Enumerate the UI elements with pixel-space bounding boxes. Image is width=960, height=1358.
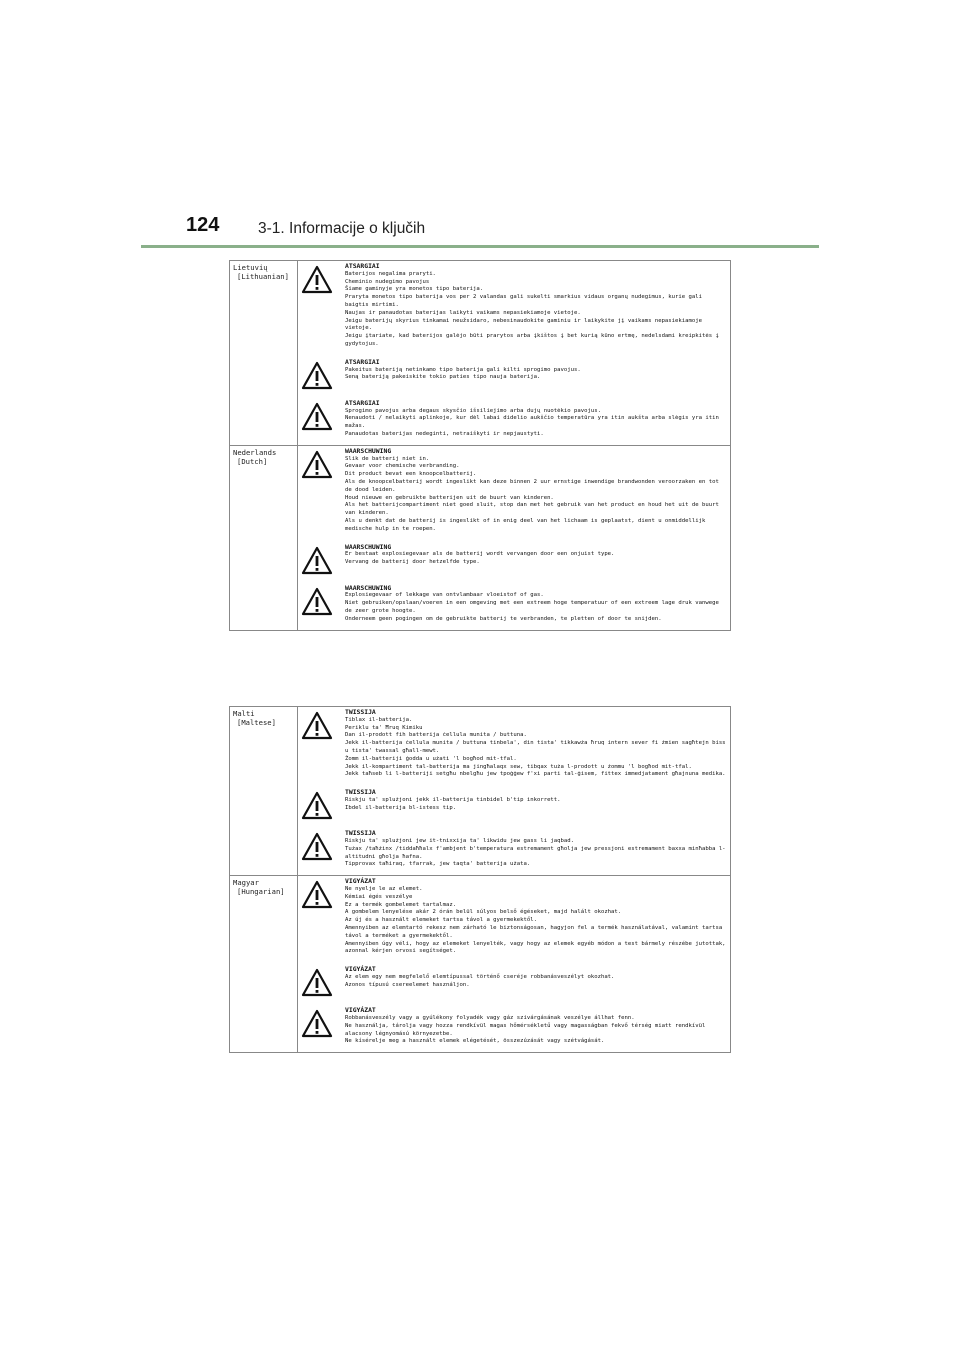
warning-line: Er bestaat explosiegevaar als de batterij wordt vervangen door een onjuist type. bbox=[345, 551, 615, 558]
warning-block bbox=[298, 1005, 730, 1046]
warnings-cell bbox=[298, 261, 731, 446]
warning-triangle-icon bbox=[298, 261, 345, 294]
warning-line: Slik de batterij niet in. bbox=[345, 455, 430, 462]
warning-line: Vervang de batterij door hetzelfde type. bbox=[345, 559, 480, 566]
warning-triangle-icon bbox=[298, 964, 345, 997]
language-english-name: [Maltese] bbox=[237, 718, 276, 727]
warning-line: Tipprovax taħiraq, tfarrak, jew taqta' batterija użata. bbox=[345, 861, 531, 868]
warning-text bbox=[345, 398, 730, 439]
language-row bbox=[230, 707, 731, 876]
language-label bbox=[230, 876, 297, 896]
warning-line: Baterijos negalima praryti. bbox=[345, 270, 436, 277]
warnings-cell bbox=[298, 707, 731, 876]
warning-title: VIGYÁZAT bbox=[345, 877, 376, 886]
warning-line: Ibdel il-batterija bl-istess tip. bbox=[345, 804, 457, 811]
warning-block bbox=[298, 787, 730, 820]
warning-line: Periklu ta' Ħruq Kimiku bbox=[345, 724, 423, 731]
language-label bbox=[230, 446, 297, 466]
warning-title: ATSARGIAI bbox=[345, 398, 380, 407]
warning-triangle-icon bbox=[298, 828, 345, 861]
warning-table-1 bbox=[229, 260, 731, 631]
language-name: Lietuvių bbox=[233, 263, 268, 272]
header-rule bbox=[141, 245, 819, 248]
language-row bbox=[230, 445, 731, 630]
warnings-cell bbox=[298, 876, 731, 1053]
language-name: Malti bbox=[233, 709, 255, 718]
warning-line: Kémiai égés veszélye bbox=[345, 893, 413, 900]
warning-line: Jeigu įtariate, kad baterijos galėjo būti prarytos arba įkištos į bet kurią kūno ertmę, nedelsdami kreipkitės į gydytojus. bbox=[345, 333, 719, 347]
warning-text bbox=[345, 542, 730, 567]
warning-line: Šiame gaminyje yra monetos tipo baterija. bbox=[345, 286, 484, 293]
language-cell bbox=[230, 876, 298, 1053]
warning-line: Panaudotas baterijas nedeginti, netraiškyti ir nepjaustyti. bbox=[345, 430, 544, 437]
warning-line: Ne kísérelje meg a használt elemek elégetését, összezúzását vagy szétvágását. bbox=[345, 1038, 605, 1045]
warning-line: Azonos típusú csereelemet használjon. bbox=[345, 981, 470, 988]
warning-block bbox=[298, 964, 730, 997]
warning-block bbox=[298, 261, 730, 349]
warning-title: WAARSCHUWING bbox=[345, 446, 392, 455]
warning-block bbox=[298, 357, 730, 390]
warning-line: Robbanásveszély vagy a gyúlékony folyadék vagy gáz szivárgásának veszélye állhat fenn. bbox=[345, 1014, 635, 1021]
warning-line: Sprogimo pavojus arba degaus skysčio išsiliejimo arba dujų nuotėkio pavojus. bbox=[345, 407, 601, 414]
warning-block bbox=[298, 828, 730, 869]
warning-line: Naujas ir panaudotas baterijas laikyti vaikams nepasiekiamoje vietoje. bbox=[345, 309, 581, 316]
language-cell bbox=[230, 445, 298, 630]
language-row bbox=[230, 876, 731, 1053]
warning-line: Onderneem geen pogingen om de gebruikte batterij te verbranden, te pletten of door te snijden. bbox=[345, 615, 662, 622]
warning-text bbox=[345, 446, 730, 534]
warning-text bbox=[345, 828, 730, 869]
warning-block bbox=[298, 707, 730, 779]
page-number: 124 bbox=[186, 214, 220, 236]
warning-block bbox=[298, 583, 730, 624]
language-row bbox=[230, 261, 731, 446]
warning-line: Seną bateriją pakeiskite tokio paties tipo nauja baterija. bbox=[345, 374, 541, 381]
warning-title: TWISSIJA bbox=[345, 708, 376, 716]
warning-line: Tużax /taħżinx /tiddaħħalx f'ambjent b'temperatura estremament għolja jew pressjoni estremament baxxa minħabba l-altitudni għolja ħafna. bbox=[345, 845, 726, 860]
warning-block bbox=[298, 542, 730, 575]
warning-line: Als het batterijcompartiment niet goed sluit, stop dan met het gebruik van het product en houd het uit de buurt van kinderen. bbox=[345, 502, 719, 517]
warning-triangle-icon bbox=[298, 787, 345, 820]
warning-triangle-icon bbox=[298, 707, 345, 740]
warning-line: Praryta monetos tipo baterija vos per 2 valandas gali sukelti smarkius vidaus organų nudegimus, kurie gali baigtis mirtimi. bbox=[345, 294, 702, 308]
warning-line: Ez a termék gombelemet tartalmaz. bbox=[345, 901, 457, 908]
warning-title: ATSARGIAI bbox=[345, 262, 380, 270]
warning-line: Pakeitus bateriją netinkamo tipo baterija gali kilti sprogimo pavojus. bbox=[345, 366, 581, 373]
warning-block bbox=[298, 876, 730, 956]
warnings-cell bbox=[298, 445, 731, 630]
warning-text bbox=[345, 787, 730, 812]
warning-line: Houd nieuwe en gebruikte batterijen uit de buurt van kinderen. bbox=[345, 494, 554, 501]
warning-line: Ne használja, tárolja vagy hozza rendkívül magas hőmérsékletű vagy magasságban fekvő térség miatt rendkívül alacsony légnyomású környezetbe. bbox=[345, 1022, 706, 1037]
language-cell bbox=[230, 261, 298, 446]
language-name: Nederlands bbox=[233, 447, 277, 457]
warning-line: Niet gebruiken/opslaan/voeren in een omgeving met een extreem hoge temperatuur of een extreem lage druk vanwege de zeer grote hoogte. bbox=[345, 600, 719, 614]
language-label bbox=[230, 261, 297, 281]
warning-line: Żomm il-batteriji ġodda u użati 'l bogħod mit-tfal. bbox=[345, 755, 517, 762]
warning-title: WAARSCHUWING bbox=[345, 583, 392, 592]
warning-line: Amennyiben úgy véli, hogy az elemeket lenyelték, vagy hogy az elemek egyéb módon a test bármely részébe jutottak, azonnal kérjen orvosi segítséget. bbox=[345, 940, 726, 955]
warning-triangle-icon bbox=[298, 876, 345, 909]
warning-triangle-icon bbox=[298, 583, 345, 616]
warning-line: Az új és a használt elemeket tartsa távol a gyermekektől. bbox=[345, 917, 537, 924]
warning-text bbox=[345, 964, 730, 989]
language-english-name: [Hungarian] bbox=[237, 887, 285, 897]
warning-title: ATSARGIAI bbox=[345, 357, 380, 366]
warning-line: Amennyiben az elemtartó rekesz nem zárható le biztonságosan, hagyjon fel a termék használatával, valamint tartsa távol a terméket a gyermekektől. bbox=[345, 924, 723, 939]
warning-line: Jekk taħseb li l-batteriji setgħu nbelgħu jew tpoġġew f'xi parti tal-ġisem, fittex immedjatament għajnuna medika. bbox=[345, 771, 726, 778]
warning-title: TWISSIJA bbox=[345, 829, 376, 838]
warning-line: A gombelem lenyelése akár 2 órán belül súlyos belső égéseket, majd halált okozhat. bbox=[345, 909, 622, 916]
warning-title: VIGYÁZAT bbox=[345, 1006, 376, 1015]
warning-triangle-icon bbox=[298, 1005, 345, 1038]
section-title: 3-1. Informacije o ključih bbox=[258, 220, 426, 237]
warning-line: Als de knoopcelbatterij wordt ingeslikt kan deze binnen 2 uur ernstige inwendige brandwonden veroorzaken en tot de dood leiden. bbox=[345, 478, 719, 493]
warning-line: Dit product bevat een knoopcelbatterij. bbox=[345, 471, 477, 478]
warning-line: Jeigu baterijų skyrius tinkamai neužsidaro, nebesinaudokite gaminiu ir laikykite jį vaikams nepasiekiamoje vietoje. bbox=[345, 317, 702, 332]
warning-line: Dan il-prodott fih batterija ċellula munita / buttuna. bbox=[345, 732, 527, 739]
warning-triangle-icon bbox=[298, 446, 345, 479]
warning-title: TWISSIJA bbox=[345, 788, 376, 797]
warning-line: Riskju ta' splużjoni jew it-tnixxija ta' likwidu jew gass li jaqbad. bbox=[345, 837, 575, 844]
warning-line: Gevaar voor chemische verbranding. bbox=[345, 463, 460, 470]
warning-line: Cheminio nudegimo pavojus bbox=[345, 278, 430, 285]
language-english-name: [Lithuanian] bbox=[237, 272, 289, 281]
warning-triangle-icon bbox=[298, 357, 345, 390]
language-label bbox=[230, 707, 297, 727]
warning-block bbox=[298, 446, 730, 534]
warning-line: Jekk il-kompartiment tal-batterija ma jingħalaqx sew, tibqax tuża l-prodott u żommu 'l bogħod mit-tfal. bbox=[345, 763, 692, 770]
warning-line: Ne nyelje le az elemet. bbox=[345, 885, 423, 892]
warning-text bbox=[345, 357, 730, 382]
warning-triangle-icon bbox=[298, 398, 345, 431]
warning-line: Nenaudoti / nelaikyti aplinkoje, kur dėl labai didelio aukščio temperatūra yra itin aukšta arba slėgis yra itin mažas. bbox=[345, 415, 719, 430]
page-header bbox=[0, 0, 960, 250]
warning-block bbox=[298, 398, 730, 439]
warning-text bbox=[345, 707, 730, 779]
warning-line: Riskju ta' splużjoni jekk il-batterija tinbidel b'tip inkorrett. bbox=[345, 796, 561, 803]
warning-line: Jekk il-batterija ċellula munita / buttuna tinbela', din tista' tikkawża ħruq intern sever fi żmien sagħtejn biss u tista' twassal għall-mewt. bbox=[345, 740, 726, 754]
warning-text bbox=[345, 583, 730, 624]
warning-line: Als u denkt dat de batterij is ingeslikt of in enig deel van het lichaam is geplaatst, dient u onmiddellijk medische hulp in te roepen. bbox=[345, 517, 706, 532]
warning-line: Explosiegevaar of lekkage van ontvlambaar vloeistof of gas. bbox=[345, 592, 544, 599]
warning-title: VIGYÁZAT bbox=[345, 965, 376, 974]
language-name: Magyar bbox=[233, 878, 259, 888]
language-cell bbox=[230, 707, 298, 876]
language-english-name: [Dutch] bbox=[237, 456, 268, 466]
warning-line: Az elem egy nem megfelelő elemtípussal történő cseréje robbanásveszélyt okozhat. bbox=[345, 973, 615, 980]
warning-line: Tiblax il-batterija. bbox=[345, 716, 413, 723]
warning-title: WAARSCHUWING bbox=[345, 542, 392, 551]
warning-text bbox=[345, 261, 730, 349]
warning-text bbox=[345, 1005, 730, 1046]
warning-table-2 bbox=[229, 706, 731, 1053]
warning-text bbox=[345, 876, 730, 956]
warning-triangle-icon bbox=[298, 542, 345, 575]
